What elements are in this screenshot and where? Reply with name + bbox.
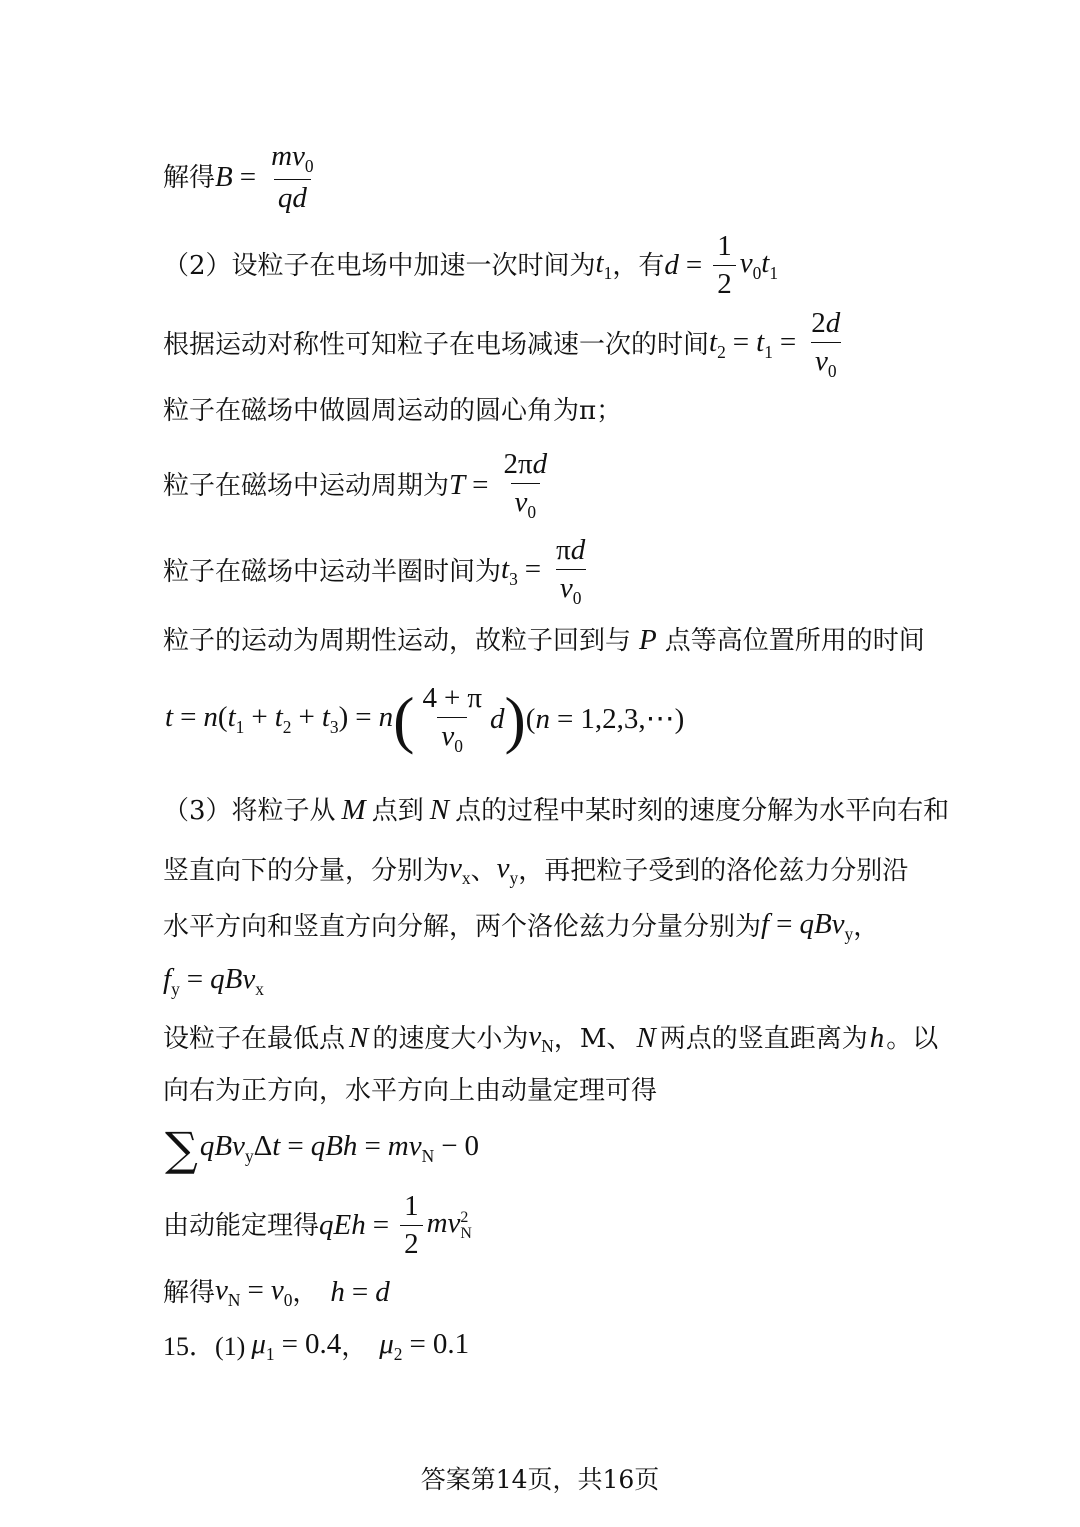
impulse-formula: ∑ qBv$_y$Δt = qBh = $mv_N - 0$: [165, 1122, 480, 1176]
period: 粒子在磁场中运动周期为 T = $\frac{2\pi d}{v_0}$: [163, 450, 555, 521]
fraction: $\frac{1}{2}$: [713, 232, 736, 299]
lorentz-components: 水平方向和竖直方向分解，两个洛伦兹力分量分别为 f = qBv$_y$ ，: [163, 908, 880, 944]
half-circle-time: 粒子在磁场中运动半圈时间为 $t_3$ = $\frac{\pi d}{v_0}$: [163, 536, 593, 607]
central-angle: 粒子在磁场中做圆周运动的圆心角为 π；: [163, 396, 623, 426]
fy-formula: $f_y = qBv_x$: [163, 963, 264, 999]
part2-intro: （2）设粒子在电场中加速一次时间为 $t_1$ ，有 d = $\frac{1}{2}$ $v_0t_1$: [163, 230, 779, 300]
decel-time: 根据运动对称性可知粒子在电场减速一次的时间 $t_2 = t_1$ = $\frac{2d}{v_0}$: [163, 309, 848, 380]
fraction: $\frac{\pi d}{v_0}$: [556, 534, 586, 608]
momentum-theorem: 向右为正方向，水平方向上由动量定理可得: [163, 1076, 658, 1106]
final-result: 解得 $v_N = v_0$ ， h = d: [163, 1274, 390, 1310]
question-15: 15．(1) $\mu_1 = 0.4$ ， $\mu_2 = 0.1$: [163, 1328, 470, 1364]
math-B: B =: [215, 161, 257, 194]
velocity-components: 竖直向下的分量，分别为 $v_x$ 、 $v_y$ ，再把粒子受到的洛伦兹力分别沿: [163, 852, 909, 888]
periodic-motion: 粒子的运动为周期性运动，故粒子回到与 P 点等高位置所用的时间: [163, 624, 925, 656]
result-B: 解得 B = $\frac{mv_0}{qd}$: [163, 142, 322, 213]
fraction: $\frac{4 + \pi}{v_0}$: [422, 682, 482, 756]
fraction: $\frac{mv_0}{qd}$: [271, 140, 314, 215]
page-footer: 答案第14页，共16页: [420, 1465, 660, 1494]
lowest-point-setup: 设粒子在最低点 N 的速度大小为 $v_N$ ，M、 N 两点的竖直距离为 h 。以: [163, 1020, 939, 1056]
kinetic-energy-theorem: 由动能定理得 qEh = $\frac{1}{2}$ mv 2 N: [163, 1190, 472, 1260]
fraction: $\frac{2d}{v_0}$: [811, 307, 841, 381]
total-time-formula: $t = n(t_1 + t_2 + t_3) = n$ ( $\frac{4 + \pi}{v_0}$ d ) (n = 1,2,3,⋯): [165, 682, 685, 756]
part3-intro: （3）将粒子从 M 点到 N 点的过程中某时刻的速度分解为水平向右和: [163, 794, 950, 826]
fraction: $\frac{2\pi d}{v_0}$: [503, 448, 548, 522]
fraction: $\frac{1}{2}$: [400, 1192, 423, 1259]
